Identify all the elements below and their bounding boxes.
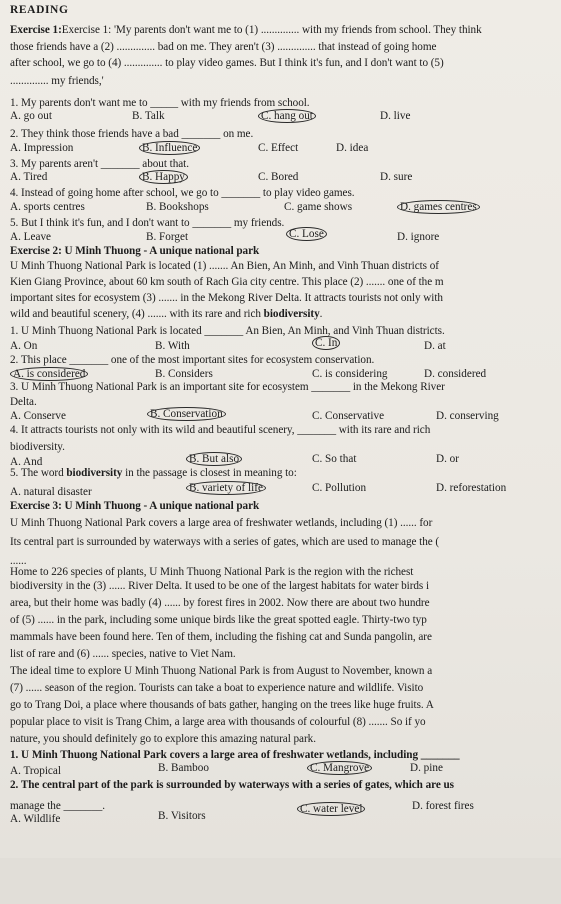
ex2-heading: Exercise 2: U Minh Thuong - A unique national park: [10, 245, 260, 257]
ex3-question-2-cont: manage the _______.: [10, 800, 106, 812]
ex3-q1-option-b[interactable]: B. Bamboo: [158, 762, 209, 774]
ex1-q1-option-d[interactable]: D. live: [380, 110, 411, 122]
ex1-question-1: 1. My parents don't want me to _____ with my friends from school.: [10, 97, 310, 109]
ex3-q1-option-d[interactable]: D. pine: [410, 762, 443, 774]
ex3-passage-line: mammals have been found here. Ten of them, including the fishing cat and Sunda pangolin, are: [10, 631, 432, 643]
ex3-passage-line: list of rare and (6) ...... species, native to Viet Nam.: [10, 648, 236, 660]
ex3-q2-option-a[interactable]: A. Wildlife: [10, 813, 61, 825]
ex2-question-3: 3. U Minh Thuong National Park is an important site for ecosystem _______ in the Mekong River: [10, 381, 445, 393]
ex1-passage-line: .............. my friends,': [10, 75, 104, 87]
ex3-passage-line: of (5) ...... in the park, including some unique birds like the great spotted eagle. Thirty-two typ: [10, 614, 427, 626]
ex1-q2-option-c[interactable]: C. Effect: [258, 142, 299, 154]
ex1-q4-option-d[interactable]: D. games centres: [397, 201, 481, 214]
ex3-heading: Exercise 3: U Minh Thuong - A unique national park: [10, 500, 260, 512]
ex2-q2-option-d[interactable]: D. considered: [424, 368, 487, 380]
ex1-q3-option-a[interactable]: A. Tired: [10, 171, 48, 183]
ex1-q5-option-c[interactable]: C. Lose: [286, 228, 328, 241]
ex1-line-1: Exercise 1: 'My parents don't want me to (1) .............. with my friends from school. They think: [61, 24, 482, 36]
ex2-question-4: 4. It attracts tourists not only with its wild and beautiful scenery, _______ with its rare and rich: [10, 424, 431, 436]
ex2-q2-option-c[interactable]: C. is considering: [312, 368, 388, 380]
ex2-q3-option-b[interactable]: B. Conservation: [147, 408, 227, 421]
ex3-passage-line: ......: [10, 555, 27, 567]
ex1-q4-option-a[interactable]: A. sports centres: [10, 201, 85, 213]
ex3-passage-line: The ideal time to explore U Minh Thuong National Park is from August to November, known a: [10, 665, 433, 677]
ex2-q3-option-a[interactable]: A. Conserve: [10, 410, 66, 422]
ex2-question-4-cont: biodiversity.: [10, 441, 65, 453]
ex3-passage-line: go to Trang Doi, a place where thousands of bats gather, hanging on the trees like huge fruits. A: [10, 699, 434, 711]
page-bottom-margin: [0, 858, 561, 904]
ex3-passage-line: popular place to visit is Trang Chim, a large area with thousands of colourful (8) ....... So if yo: [10, 716, 426, 728]
ex1-q3-option-b[interactable]: B. Happy: [139, 171, 189, 184]
ex2-question-2: 2. This place _______ one of the most important sites for ecosystem conservation.: [10, 354, 375, 366]
ex2-q5-option-b[interactable]: B. variety of life: [186, 482, 267, 495]
ex3-q2-option-b[interactable]: B. Visitors: [158, 810, 206, 822]
ex1-passage-line: those friends have a (2) .............. bad on me. They aren't (3) .............. that instead of going home: [10, 41, 437, 53]
ex2-passage-line: wild and beautiful scenery, (4) ....... with its rare and rich biodiversity.: [10, 308, 323, 320]
ex2-question-1: 1. U Minh Thuong National Park is located _______ An Bien, An Minh, and Vinh Thuan districts.: [10, 325, 445, 337]
ex1-question-4: 4. Instead of going home after school, we go to _______ to play video games.: [10, 187, 355, 199]
ex2-q5-option-a[interactable]: A. natural disaster: [10, 486, 92, 498]
ex2-passage-line: U Minh Thuong National Park is located (1) ....... An Bien, An Minh, and Vinh Thuan districts of: [10, 260, 439, 272]
ex2-q5-option-d[interactable]: D. reforestation: [436, 482, 507, 494]
ex3-question-1: 1. U Minh Thuong National Park covers a large area of freshwater wetlands, including _______: [10, 749, 460, 761]
ex1-q1-option-a[interactable]: A. go out: [10, 110, 52, 122]
ex1-q2-option-b[interactable]: B. Influence: [139, 142, 201, 155]
ex2-passage-line: important sites for ecosystem (3) ....... in the Mekong River Delta. It attracts tourists not only with: [10, 292, 443, 304]
ex2-q1-option-c[interactable]: C. In: [312, 337, 341, 350]
ex1-question-5: 5. But I think it's fun, and I don't want to _______ my friends.: [10, 217, 285, 229]
ex1-q1-option-c[interactable]: C. hang out: [258, 110, 317, 123]
ex3-passage-line: U Minh Thuong National Park covers a large area of freshwater wetlands, including (1) ...... for: [10, 517, 433, 529]
ex3-q1-option-a[interactable]: A. Tropical: [10, 765, 61, 777]
ex3-passage-line: (7) ...... season of the region. Tourists can take a boat to experience nature and wildlife. Visito: [10, 682, 424, 694]
ex2-q4-option-c[interactable]: C. So that: [312, 453, 357, 465]
ex2-q2-option-a[interactable]: A. is considered: [10, 368, 89, 381]
ex2-q3-option-c[interactable]: C. Conservative: [312, 410, 385, 422]
ex1-passage-line: Exercise 1:Exercise 1: 'My parents don't want me to (1) .............. with my friends from school. They think: [10, 24, 482, 36]
ex3-q2-option-c[interactable]: C. water level: [297, 803, 366, 816]
ex2-q1-option-d[interactable]: D. at: [424, 340, 446, 352]
page-title: READING: [10, 4, 69, 16]
ex2-q1-option-b[interactable]: B. With: [155, 340, 190, 352]
ex1-q3-option-c[interactable]: C. Bored: [258, 171, 299, 183]
ex1-q3-option-d[interactable]: D. sure: [380, 171, 413, 183]
ex3-passage-line: Its central part is surrounded by waterways with a series of gates, which are used to manage the (: [10, 536, 440, 548]
ex3-passage-line: area, but their home was badly (4) ...... by forest fires in 2002. Now there are about two hundre: [10, 597, 430, 609]
ex3-q2-option-d[interactable]: D. forest fires: [412, 800, 474, 812]
ex1-passage-line: after school, we go to (4) .............. to play video games. But I think it's fun, and I don't want to (5): [10, 57, 444, 69]
ex1-q2-option-a[interactable]: A. Impression: [10, 142, 74, 154]
ex2-q4-option-b[interactable]: B. But also: [186, 453, 243, 466]
ex3-passage-line: Home to 226 species of plants, U Minh Thuong National Park is the region with the richest: [10, 566, 414, 578]
ex2-question-5: 5. The word biodiversity in the passage is closest in meaning to:: [10, 467, 297, 479]
ex2-q5-option-c[interactable]: C. Pollution: [312, 482, 367, 494]
ex1-q5-option-b[interactable]: B. Forget: [146, 231, 189, 243]
ex2-q3-option-d[interactable]: D. conserving: [436, 410, 499, 422]
ex2-q4-option-a[interactable]: A. And: [10, 456, 43, 468]
ex1-q4-option-c[interactable]: C. game shows: [284, 201, 353, 213]
ex1-q5-option-a[interactable]: A. Leave: [10, 231, 51, 243]
ex1-q5-option-d[interactable]: D. ignore: [397, 231, 440, 243]
ex1-question-3: 3. My parents aren't _______ about that.: [10, 158, 189, 170]
ex3-passage-line: nature, you should definitely go to explore this amazing natural park.: [10, 733, 316, 745]
ex2-q4-option-d[interactable]: D. or: [436, 453, 459, 465]
ex2-question-3-cont: Delta.: [10, 396, 37, 408]
ex1-q4-option-b[interactable]: B. Bookshops: [146, 201, 209, 213]
ex1-question-2: 2. They think those friends have a bad _______ on me.: [10, 128, 254, 140]
ex1-q1-option-b[interactable]: B. Talk: [132, 110, 165, 122]
ex3-question-2: 2. The central part of the park is surrounded by waterways with a series of gates, which are us: [10, 779, 454, 791]
ex3-q1-option-c[interactable]: C. Mangrove: [307, 762, 373, 775]
ex1-q2-option-d[interactable]: D. idea: [336, 142, 369, 154]
ex2-passage-line: Kien Giang Province, about 60 km south of Rach Gia city centre. This place (2) ....... one of the m: [10, 276, 444, 288]
ex2-q1-option-a[interactable]: A. On: [10, 340, 38, 352]
ex2-q2-option-b[interactable]: B. Considers: [155, 368, 213, 380]
ex3-passage-line: biodiversity in the (3) ...... River Delta. It used to be one of the largest habitats for water birds i: [10, 580, 430, 592]
